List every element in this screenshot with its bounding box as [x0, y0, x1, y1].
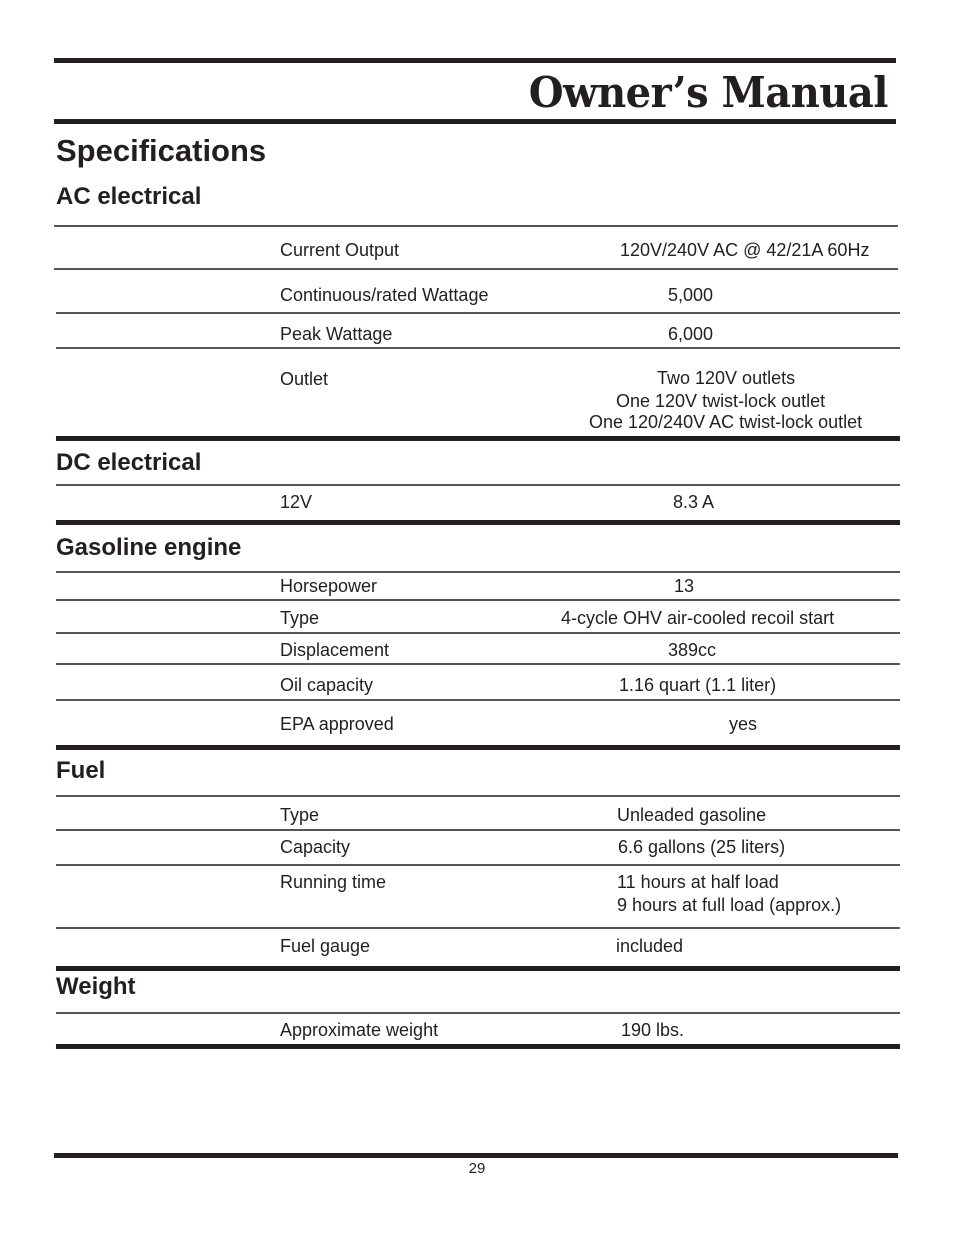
spec-label-approx-weight: Approximate weight [280, 1020, 439, 1040]
divider [56, 829, 900, 831]
brand-title: Owner’s Manual [528, 68, 888, 118]
spec-value-outlet-2: One 120V twist-lock outlet [616, 391, 826, 411]
section-heading-fuel: Fuel [56, 757, 106, 784]
spec-label-displacement: Displacement [280, 640, 390, 660]
section-rule [56, 745, 900, 750]
spec-label-horsepower: Horsepower [280, 576, 378, 596]
spec-value-continuous-wattage: 5,000 [668, 285, 714, 305]
spec-value-horsepower: 13 [674, 576, 695, 596]
header-bottom-rule [54, 119, 896, 124]
divider [56, 571, 900, 573]
spec-label-oil-capacity: Oil capacity [280, 675, 374, 695]
page-title: Specifications [56, 133, 267, 168]
spec-label-fuel-type: Type [280, 805, 320, 825]
spec-value-engine-type: 4-cycle OHV air-cooled recoil start [561, 608, 835, 628]
spec-value-outlet-3: One 120/240V AC twist-lock outlet [589, 412, 863, 432]
section-heading-dc: DC electrical [56, 449, 202, 476]
section-rule [56, 520, 900, 525]
spec-value-running-time-1: 11 hours at half load [617, 872, 779, 892]
spec-label-fuel-gauge: Fuel gauge [280, 936, 371, 956]
page-number: 29 [468, 1160, 486, 1177]
spec-label-current-output: Current Output [280, 240, 400, 260]
divider [56, 795, 900, 797]
spec-value-peak-wattage: 6,000 [668, 324, 714, 344]
section-heading-engine: Gasoline engine [56, 534, 242, 561]
spec-value-fuel-type: Unleaded gasoline [617, 805, 767, 825]
divider [56, 927, 900, 929]
divider [56, 1012, 900, 1014]
divider [56, 864, 900, 866]
spec-value-fuel-capacity: 6.6 gallons (25 liters) [618, 837, 786, 857]
section-heading-weight: Weight [56, 973, 136, 1000]
divider [56, 699, 900, 701]
spec-value-displacement: 389cc [668, 640, 717, 660]
spec-value-approx-weight: 190 lbs. [621, 1020, 685, 1040]
divider [56, 347, 900, 349]
header-top-rule [54, 58, 896, 63]
divider [56, 632, 900, 634]
spec-label-continuous-wattage: Continuous/rated Wattage [280, 285, 489, 305]
section-rule [56, 1044, 900, 1049]
footer-rule [54, 1153, 898, 1158]
section-rule [56, 966, 900, 971]
divider [56, 663, 900, 665]
spec-value-outlet-1: Two 120V outlets [657, 368, 796, 388]
spec-label-engine-type: Type [280, 608, 320, 628]
spec-value-running-time-2: 9 hours at full load (approx.) [617, 895, 842, 915]
divider [56, 484, 900, 486]
spec-label-fuel-capacity: Capacity [280, 837, 351, 857]
section-heading-ac: AC electrical [56, 183, 202, 210]
spec-label-outlet: Outlet [280, 369, 329, 389]
divider [54, 225, 898, 227]
spec-label-peak-wattage: Peak Wattage [280, 324, 393, 344]
spec-value-oil-capacity: 1.16 quart (1.1 liter) [619, 675, 777, 695]
divider [56, 599, 900, 601]
spec-value-fuel-gauge: included [616, 936, 684, 956]
spec-value-12v: 8.3 A [673, 492, 715, 512]
section-rule [56, 436, 900, 441]
spec-label-running-time: Running time [280, 872, 387, 892]
spec-value-current-output: 120V/240V AC @ 42/21A 60Hz [620, 240, 870, 260]
spec-label-12v: 12V [280, 492, 313, 512]
spec-value-epa-approved: yes [729, 714, 758, 734]
divider [56, 312, 900, 314]
spec-label-epa-approved: EPA approved [280, 714, 394, 734]
divider [54, 268, 898, 270]
